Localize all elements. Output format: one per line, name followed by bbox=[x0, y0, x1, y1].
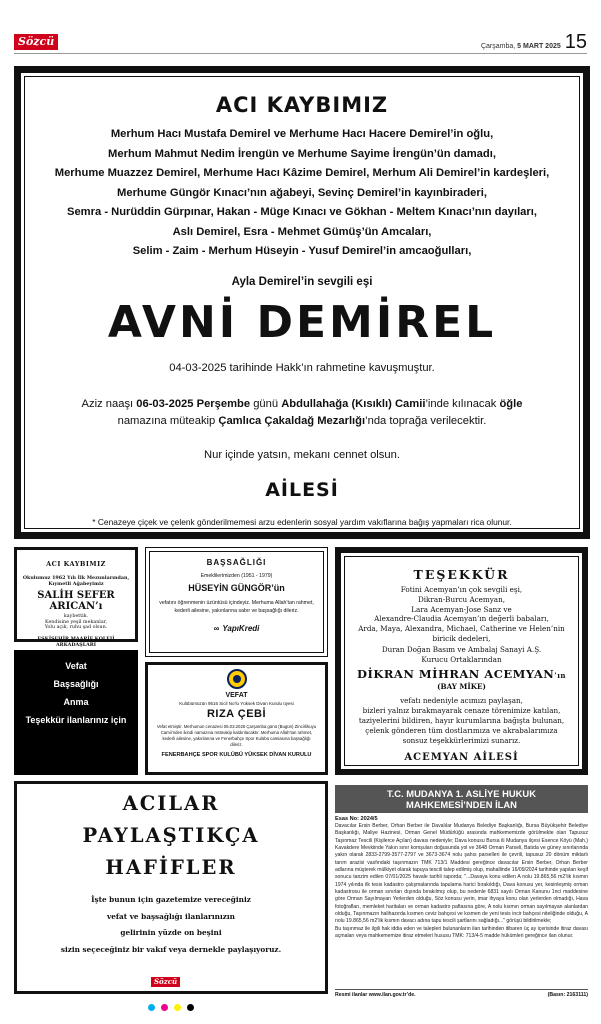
cyan-dot-icon bbox=[148, 1004, 155, 1011]
ad-body-line: Lara Acemyan-Jose Sanz ve bbox=[411, 604, 512, 614]
promo-line: Başsağlığı bbox=[53, 679, 99, 689]
deceased-name: AVNİ DEMİREL bbox=[107, 296, 497, 348]
magenta-dot-icon bbox=[161, 1004, 168, 1011]
header-rule bbox=[14, 53, 587, 54]
ad-signature: FENERBAHÇE SPOR KULÜBÜ YÜKSEK DİVAN KURULU bbox=[161, 752, 312, 758]
main-obituary-inner bbox=[24, 76, 580, 529]
ad-subtitle bbox=[21, 575, 131, 587]
newspaper-logo-small: Sözcü bbox=[151, 977, 180, 987]
ad-body-company bbox=[345, 645, 578, 665]
donation-footnote: * Cenazeye çiçek ve çelenk gönderilmemesi arzu edenlerin sosyal yardım vakıflarına bağış yapmaları rica olunur. bbox=[92, 516, 512, 527]
yapikredi-logo bbox=[150, 624, 323, 633]
ad-name-line: SALİH SEFER bbox=[37, 590, 115, 601]
promo-line: Teşekkür ilanlarınız için bbox=[25, 715, 127, 725]
ad-body-line: gelirinin yüzde on beşini bbox=[120, 928, 222, 937]
ad-body bbox=[345, 585, 578, 644]
ad-closing bbox=[345, 696, 578, 745]
promo-line: Anma bbox=[63, 697, 89, 707]
issue-date-value: 5 MART 2025 bbox=[517, 43, 561, 50]
ad-body-line: İşte bunun için gazetemize vereceğiniz bbox=[91, 895, 251, 904]
relative-line: Selim - Zaim - Merhum Hüseyin - Yusuf Demirel’in amcaoğulları, bbox=[132, 245, 472, 257]
masthead bbox=[14, 34, 58, 50]
court-case-number: Esas No: 2024/5 bbox=[335, 816, 378, 822]
ad-deceased-name bbox=[21, 590, 131, 612]
relative-line: Merhume Muazzez Demirel, Merhume Hacı Kâzime Demirel, Merhum Ali Demirel’in kardeşleri, bbox=[54, 167, 550, 179]
ad-bassagligi bbox=[145, 547, 328, 657]
funeral-date: 06-03-2025 Perşembe bbox=[136, 397, 251, 410]
court-body-paragraph: Bu taşınmaz ile ilgili hak iddia eden ve talepleri bulunanların ilan tarihinden itibaren üç ay içerisinde itiraz davası açmaları veya mahkememize itiraz etmeleri hususu TMK: 713/4-5 madde hükümleri gereğince ilan olunur. bbox=[335, 925, 588, 940]
court-footer-website[interactable]: Resmi ilanlar www.ilan.gov.tr’de. bbox=[335, 992, 416, 998]
ad-body-line: Yolu açık, ruhu şad olsun. bbox=[44, 625, 108, 630]
ad-signature: ACEMYAN AİLESİ bbox=[404, 752, 519, 764]
ad-promo-black[interactable] bbox=[14, 650, 138, 775]
court-notice-footer bbox=[335, 989, 588, 998]
yapikredi-logo-text: YapıKredi bbox=[222, 624, 260, 633]
court-heading-line: T.C. MUDANYA 1. ASLİYE HUKUK bbox=[387, 788, 536, 799]
ad-closing-line: taziyelerini bildiren, hayır kurumlarına bağışta bulunan, bbox=[358, 715, 565, 725]
ad-nickname: (BAY MİKE) bbox=[437, 682, 486, 692]
ad-deceased-name: HÜSEYİN GÜNGÖR’ün bbox=[188, 583, 285, 593]
ad-body-line: Duran Doğan Basım ve Ambalaj Sanayi A.Ş. bbox=[381, 644, 542, 654]
ad-body-line: Kurucu Ortaklarından bbox=[421, 654, 502, 664]
funeral-text: ’nda toprağa verilecektir. bbox=[365, 415, 487, 427]
ad-body-line: sizin seçeceğiniz bir vakıf veya dernekle paylaşıyoruz. bbox=[60, 944, 282, 954]
ad-court-notice bbox=[335, 785, 588, 998]
funeral-prayer: öğle bbox=[499, 397, 523, 410]
promo-line: Vefat bbox=[65, 661, 87, 671]
ad-closing-line: vefatı nedeniyle acımızı paylaşan, bbox=[400, 696, 523, 706]
funeral-text: ’inde kılınacak bbox=[425, 397, 500, 410]
ad-closing-line: sonsuz teşekkürlerimizi sunarız. bbox=[402, 735, 521, 745]
ad-deceased-name bbox=[345, 667, 578, 681]
ad-acilar-paylastikca bbox=[14, 781, 328, 994]
relative-line: Merhum Mahmut Nedim İrengün ve Merhume Sayime İrengün’ün damadı, bbox=[108, 147, 496, 160]
funeral-text: namazına müteakip bbox=[117, 415, 219, 427]
ad-bassagligi-inner bbox=[149, 551, 324, 653]
relative-line: Merhume Güngör Kınacı’nın ağabeyi, Sevinç Demirel’in kayınbiraderi, bbox=[117, 186, 487, 199]
ad-body-line: kaybettik. bbox=[63, 614, 89, 619]
ad-subtitle-line: Kıymetli Ağabeyimiz bbox=[48, 581, 104, 587]
yellow-dot-icon bbox=[174, 1004, 181, 1011]
ad-body-line: Kendisine yeşil mekanlar, bbox=[45, 619, 107, 625]
ad-body-line: Dikran-Burcu Acemyan, bbox=[417, 594, 506, 604]
yapikredi-mark-icon: ∞ bbox=[213, 624, 220, 633]
court-footer-press-number: (Basın: 2163111) bbox=[547, 992, 588, 998]
relative-line: Merhum Hacı Mustafa Demirel ve Merhume Hacı Hacere Demirel’in oğlu, bbox=[110, 128, 494, 140]
funeral-mosque: Abdullahağa (Kısıklı) Camii bbox=[281, 397, 426, 410]
ad-tesekkur bbox=[335, 547, 588, 775]
ad-title: BAŞSAĞLIĞI bbox=[206, 558, 267, 567]
black-dot-icon bbox=[187, 1004, 194, 1011]
ad-name-suffix: ’ın bbox=[554, 671, 566, 681]
ad-headline-line: ACILAR bbox=[122, 792, 220, 815]
ad-subtitle-line: Okulumuz 1962 Yılı İlk Mezunlarından, bbox=[22, 575, 130, 581]
ad-closing-line: bizleri yalnız bırakmayarak cenaze törenimize katılan, bbox=[362, 706, 561, 716]
funeral-line-2 bbox=[25, 413, 579, 431]
ad-body-line: biricik dedeleri, bbox=[432, 633, 491, 643]
ad-body: Vefat etmiştir. Merhumun cenazesi 05.03.2025 Çarşamba günü (Bugün) Zincirlikuyu Camii’nden ikindi namazına müteakip kaldırılacaktır. Merhuma Allah’tan rahmet, kederli ailesine, yakınlarına ve Fenerbahçe Spor Kulübü camiasına başsağlığı dileriz. bbox=[156, 724, 317, 747]
ad-aci-kaybimiz-small bbox=[14, 547, 138, 648]
ad-body-line: Fotini Acemyan’ın çok sevgili eşi, bbox=[400, 585, 523, 594]
page-header-info bbox=[481, 32, 587, 52]
ad-title: VEFAT bbox=[225, 692, 248, 699]
court-notice-heading bbox=[335, 785, 588, 813]
funeral-text: Aziz naaşı bbox=[81, 397, 137, 410]
newspaper-logo[interactable]: Sözcü bbox=[14, 34, 58, 50]
ad-body: vefatını öğrenmenin üzüntüsü içindeyiz. Merhuma Allah’tan rahmet, kederli ailesine, yakınlarına sabır ve başsağlığı dileriz. bbox=[159, 600, 314, 614]
family-signature: AİLESİ bbox=[265, 478, 339, 501]
funeral-text: günü bbox=[250, 397, 282, 410]
ad-body-line: Arda, Maya, Alexandra, Michael, Catherine ve Helen’nin bbox=[358, 624, 565, 634]
print-color-marks bbox=[148, 1004, 194, 1011]
main-obituary-ad bbox=[14, 66, 590, 539]
ad-name-text: DİKRAN MİHRAN ACEMYAN bbox=[357, 667, 555, 682]
main-obituary-heading: ACI KAYBIMIZ bbox=[215, 93, 389, 117]
page-number: 15 bbox=[564, 31, 587, 53]
ad-headline-line: PAYLAŞTIKÇA bbox=[82, 824, 260, 847]
ad-body bbox=[17, 892, 325, 958]
ad-name-line: ARICAN’ı bbox=[49, 601, 103, 612]
spouse-line: Ayla Demirel’in sevgili eşi bbox=[231, 275, 373, 288]
court-notice-body bbox=[335, 823, 588, 941]
funeral-details bbox=[25, 396, 579, 431]
fenerbahce-crest-icon bbox=[227, 669, 247, 689]
ad-deceased-name: RIZA ÇEBİ bbox=[206, 708, 267, 720]
relatives-list bbox=[25, 125, 579, 262]
ad-tesekkur-inner bbox=[344, 556, 579, 766]
death-note: 04-03-2025 tarihinde Hakk’ın rahmetine kavuşmuştur. bbox=[169, 361, 435, 374]
ad-body-line: vefat ve başsağlığı ilanlarınızın bbox=[107, 911, 235, 921]
issue-date bbox=[481, 43, 561, 50]
ad-title: ACI KAYBIMIZ bbox=[46, 560, 106, 568]
ad-title: TEŞEKKÜR bbox=[413, 567, 510, 582]
relative-line: Semra - Nurüddin Gürpınar, Hakan - Müge Kınacı ve Gökhan - Meltem Kınacı’nın dayıları, bbox=[67, 206, 537, 218]
funeral-cemetery: Çamlıca Çakaldağ Mezarlığı bbox=[218, 415, 366, 427]
ad-signature: ESKİŞEHİR MAARİF KOLEJİ ARKADAŞLARI bbox=[37, 635, 115, 648]
blessing-line: Nur içinde yatsın, mekanı cennet olsun. bbox=[204, 448, 400, 461]
ad-headline bbox=[17, 788, 325, 884]
court-heading-line: MAHKEMESİ’NDEN İLAN bbox=[406, 799, 517, 810]
issue-day: Çarşamba, bbox=[480, 43, 516, 50]
ad-body bbox=[21, 614, 131, 631]
ad-closing-line: çelenk gönderen tüm dostlarımıza ve akrabalarımıza bbox=[365, 725, 558, 735]
relative-line: Aslı Demirel, Esra - Mehmet Gümüş’ün Amcaları, bbox=[172, 225, 432, 238]
ad-headline-line: HAFİFLER bbox=[105, 856, 237, 879]
ad-body-line: Alexandre-Claudia Acemyan’ın değerli babaları, bbox=[374, 614, 549, 624]
ad-vefat-fenerbahce bbox=[145, 662, 328, 775]
ad-subtitle: Emeklilerimizden (1951 - 1979) bbox=[200, 573, 273, 579]
funeral-line-1 bbox=[25, 396, 579, 414]
ad-subtitle: Kulübümüzün 9516 Sicil No’lu Yüksek Divan Kurulu üyesi bbox=[179, 701, 294, 706]
court-body-paragraph: Davacılar Ersin Berber, Orhan Berber ile Davalılar Mudanya Belediye Başkanlığı, Bursa Büyükşehir Belediye Başkanlığı, Maliye Hazinesi, Orman Genel Müdürlüğü arasında mahkememizde görülmekte olan Tapusuz Taşınmaz Tescili (Kişilerce Açılan) davası nedeniyle; Dava konusu Bursa ili Mudanya ilçesi Esence Köyü (Mah.) Kavakdere Mevkiinde Yakın sınır komşuları doğusunda yol ve 3648 Orman Parseli, Batıda ve güney sınırlarında yakın olarak 2833-2799-3577-2797 ve 3673-3674 nolu şahıs parselleri ile çevrili, tapusuz 20 dönüm miktarlı tarım arazisi vasfındaki taşınmazın TMK 713/1 Maddesi gereğince davacılar Ersin Berber, Orhan Berber adlarına müşterek mülkiyet olarak tapuya tescili talep edilmiş olup, mahallinde 16/09/2024 tarihinde yapılan keşif sonucu tanzim edilen 07/01/2025 havale tarihli raporda; "...Davaya konu edilen A nolu 19.865,56 m2’lik kısmın 1974 yılında ilk tesis kadastro çalışmalarında tapulama harici bırakıldığı, Dava konusu yer, kesinleşmiş orman kadastrosu ile orman sınırları dışında bırakılmış olup, bu nedenle 6831 sayılı Orman Kanunu 1nci maddesine göre Orman Sayılmayan Yerlerden olduğu, Söz konusu yerin, imar ihyaya konu olan yerlerden olmadığı, Hava fotoğrafları, memleket haritaları ve orman kadastro paftasına göre, A nolu kısmın orman sayılmayan alanlardan olduğu, Taşınmazın halihazırda kısmen ceviz bahçesi ve kısmen de yeni tesis incir bahçesi niteliğinde olduğu, A nolu 19.865,56 m2’lik kısmın davacı adına tapu tescili şartlarını sağladığı..." görüşü bildirilmekle; bbox=[335, 823, 588, 925]
